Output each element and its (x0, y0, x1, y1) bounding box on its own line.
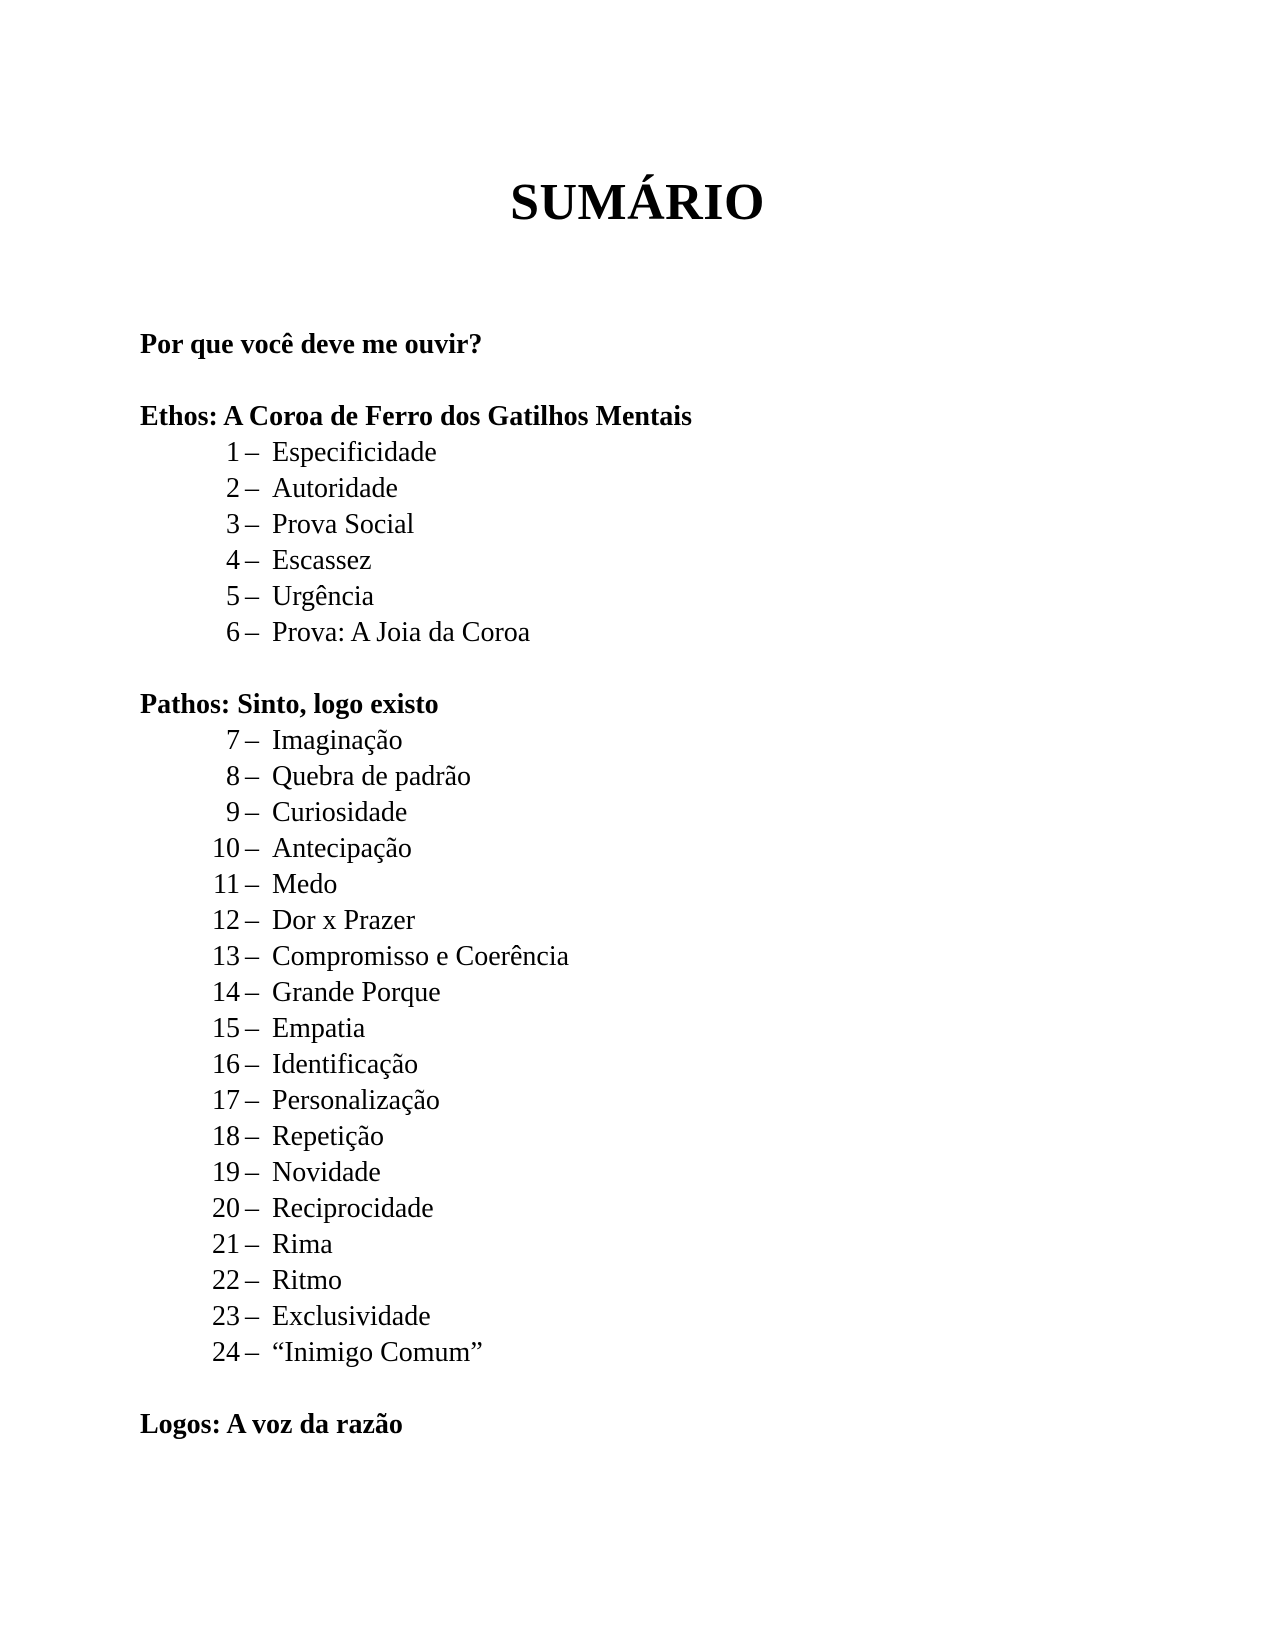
item-label: Novidade (272, 1157, 381, 1188)
toc-list-pathos (140, 723, 1140, 1371)
section-heading-ethos: Ethos: A Coroa de Ferro dos Gatilhos Mentais (140, 401, 692, 432)
item-dash: – (245, 1265, 259, 1296)
item-number: 13 (212, 941, 240, 972)
list-item (140, 1227, 1140, 1263)
item-number: 23 (212, 1301, 240, 1332)
item-dash: – (245, 1121, 259, 1152)
item-number: 19 (212, 1157, 240, 1188)
list-item (140, 939, 1140, 975)
list-item (140, 1047, 1140, 1083)
item-number: 9 (226, 797, 240, 828)
table-of-contents (140, 327, 1140, 1443)
item-label: Quebra de padrão (272, 761, 472, 792)
item-label: Prova: A Joia da Coroa (272, 617, 531, 648)
item-label: Grande Porque (272, 977, 441, 1008)
item-number: 8 (226, 761, 240, 792)
list-item (140, 903, 1140, 939)
item-label: Rima (272, 1229, 333, 1260)
list-item (140, 795, 1140, 831)
item-dash: – (245, 869, 259, 900)
spacer (140, 651, 1140, 687)
item-number: 2 (226, 473, 240, 504)
list-item (140, 1335, 1140, 1371)
item-dash: – (245, 1229, 259, 1260)
list-item (140, 471, 1140, 507)
list-item (140, 975, 1140, 1011)
item-label: Escassez (272, 545, 372, 576)
list-item (140, 1191, 1140, 1227)
item-number: 16 (212, 1049, 240, 1080)
item-dash: – (245, 1157, 259, 1188)
item-label: Reciprocidade (272, 1193, 434, 1224)
item-number: 6 (226, 617, 240, 648)
item-dash: – (245, 941, 259, 972)
item-label: Compromisso e Coerência (272, 941, 570, 972)
item-number: 24 (212, 1337, 240, 1368)
item-dash: – (245, 1193, 259, 1224)
item-dash: – (245, 761, 259, 792)
item-number: 20 (212, 1193, 240, 1224)
list-item (140, 723, 1140, 759)
list-item (140, 1011, 1140, 1047)
item-number: 3 (226, 509, 240, 540)
list-item (140, 435, 1140, 471)
item-number: 4 (226, 545, 240, 576)
item-label: Medo (272, 869, 338, 900)
item-label: Curiosidade (272, 797, 408, 828)
item-label: Prova Social (272, 509, 415, 540)
item-dash: – (245, 797, 259, 828)
item-dash: – (245, 1337, 259, 1368)
item-label: Exclusividade (272, 1301, 431, 1332)
list-item (140, 615, 1140, 651)
item-dash: – (245, 473, 259, 504)
list-item (140, 1083, 1140, 1119)
item-label: Autoridade (272, 473, 398, 504)
list-item (140, 831, 1140, 867)
item-label: Empatia (272, 1013, 366, 1044)
list-item (140, 543, 1140, 579)
item-dash: – (245, 833, 259, 864)
list-item (140, 759, 1140, 795)
list-item (140, 867, 1140, 903)
item-dash: – (245, 617, 259, 648)
item-label: Urgência (272, 581, 375, 612)
item-number: 5 (226, 581, 240, 612)
item-label: Ritmo (272, 1265, 343, 1296)
item-dash: – (245, 977, 259, 1008)
item-label: Antecipação (272, 833, 412, 864)
item-label: Repetição (272, 1121, 384, 1152)
item-dash: – (245, 905, 259, 936)
page-title: SUMÁRIO (510, 173, 765, 231)
intro-heading: Por que você deve me ouvir? (140, 329, 483, 360)
item-label: Personalização (272, 1085, 440, 1116)
item-number: 21 (212, 1229, 240, 1260)
list-item (140, 507, 1140, 543)
item-number: 1 (226, 437, 240, 468)
list-item (140, 1299, 1140, 1335)
item-number: 15 (212, 1013, 240, 1044)
spacer (140, 1371, 1140, 1407)
list-item (140, 1155, 1140, 1191)
section-ethos (140, 399, 1140, 651)
toc-list-ethos (140, 435, 1140, 651)
item-label: Identificação (272, 1049, 419, 1080)
section-logos (140, 1407, 1140, 1443)
item-dash: – (245, 1049, 259, 1080)
item-label: “Inimigo Comum” (272, 1337, 483, 1368)
item-number: 22 (212, 1265, 240, 1296)
spacer (140, 363, 1140, 399)
item-number: 7 (226, 725, 240, 756)
item-label: Dor x Prazer (272, 905, 416, 936)
item-label: Imaginação (272, 725, 403, 756)
item-number: 17 (212, 1085, 240, 1116)
section-pathos (140, 687, 1140, 1371)
item-dash: – (245, 1301, 259, 1332)
item-label: Especificidade (272, 437, 437, 468)
list-item (140, 1119, 1140, 1155)
list-item (140, 1263, 1140, 1299)
item-dash: – (245, 1085, 259, 1116)
item-number: 12 (212, 905, 240, 936)
item-number: 18 (212, 1121, 240, 1152)
item-dash: – (245, 509, 259, 540)
section-heading-pathos: Pathos: Sinto, logo existo (140, 689, 439, 720)
section-heading-logos: Logos: A voz da razão (140, 1409, 403, 1440)
item-dash: – (245, 725, 259, 756)
item-number: 14 (212, 977, 240, 1008)
item-number: 11 (213, 869, 240, 900)
item-dash: – (245, 545, 259, 576)
list-item (140, 579, 1140, 615)
item-dash: – (245, 581, 259, 612)
item-dash: – (245, 437, 259, 468)
item-dash: – (245, 1013, 259, 1044)
item-number: 10 (212, 833, 240, 864)
